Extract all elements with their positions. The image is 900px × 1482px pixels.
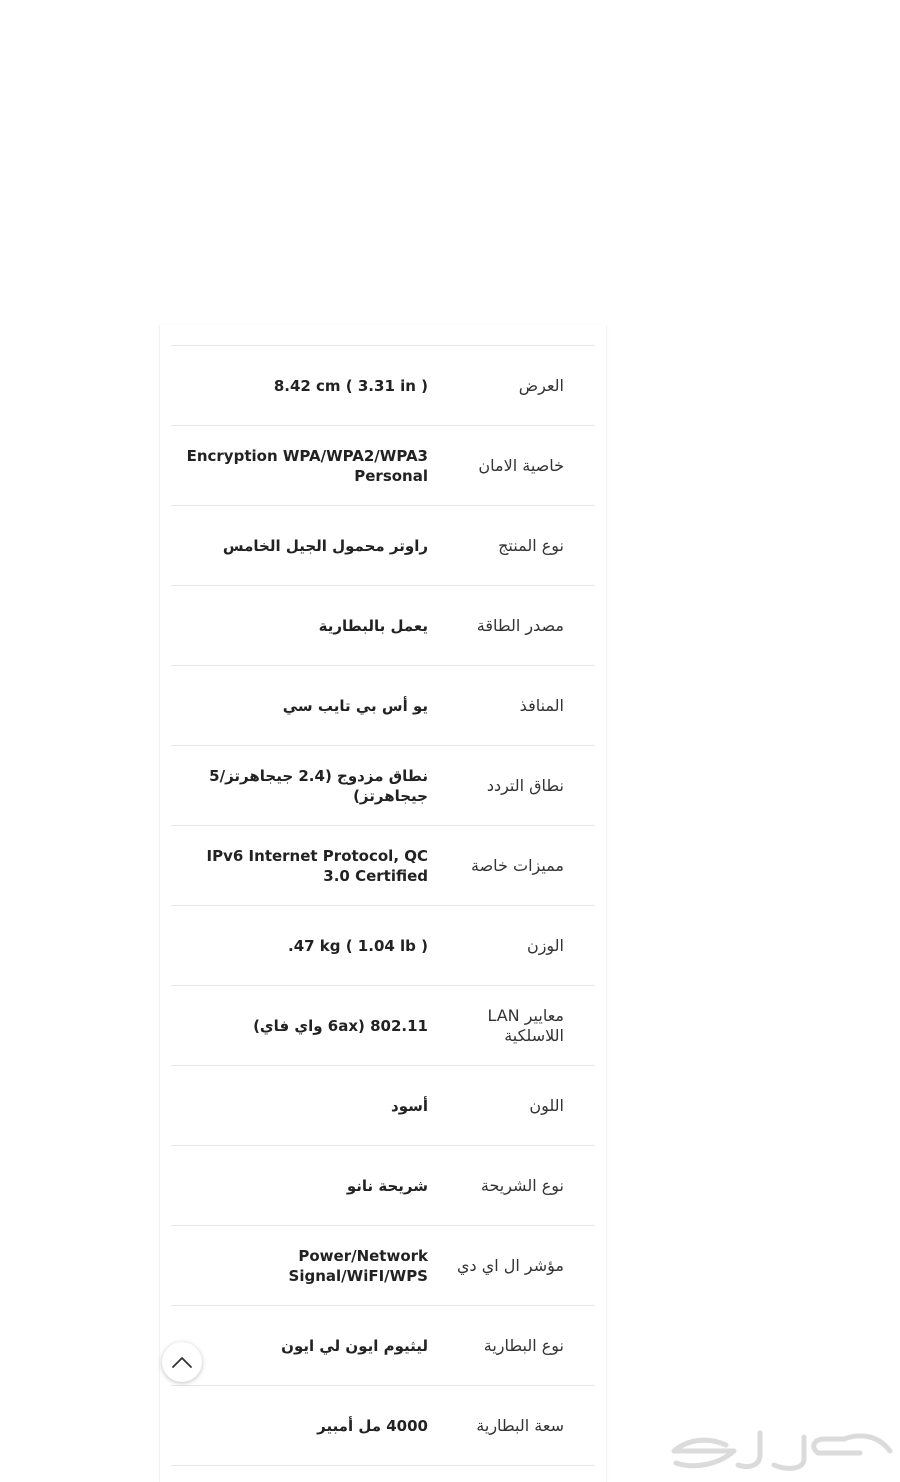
- spec-label: العرض: [518, 376, 564, 395]
- spec-label: معايير LAN اللاسلكية: [487, 1006, 564, 1045]
- spec-label: المنافذ: [519, 696, 564, 715]
- spec-value: راوتر محمول الجيل الخامس: [222, 537, 428, 555]
- spec-label: نطاق التردد: [486, 776, 564, 795]
- spec-label: اللون: [529, 1096, 564, 1115]
- spec-label: نوع المنتج: [498, 536, 564, 555]
- spec-row-ports: [171, 666, 594, 746]
- spec-row-special-features: [171, 826, 594, 906]
- spec-value: 802.11 (6ax واي فاي): [253, 1017, 428, 1035]
- spec-value: يو أس بي تايب سي: [282, 697, 428, 715]
- spec-row-led-indicator: [171, 1226, 594, 1306]
- spec-value: 4000 مل أمبير: [317, 1417, 428, 1435]
- spec-value: يعمل بالبطارية: [318, 617, 428, 635]
- spec-label: مؤشر ال اي دي: [456, 1256, 564, 1275]
- chevron-up-icon: [171, 1355, 193, 1369]
- spec-row-product-type: [171, 506, 594, 586]
- spec-value: 8.42 cm ( 3.31 in ): [273, 377, 428, 395]
- spec-row-power-source: [171, 586, 594, 666]
- spec-label: مميزات خاصة: [471, 856, 564, 875]
- spec-row-weight: [171, 906, 594, 986]
- spec-value: نطاق مزدوج (2.4 جيجاهرتز/5 جيجاهرتز): [209, 767, 428, 805]
- spec-label: نوع الشريحة: [480, 1176, 564, 1195]
- spec-label: نوع البطارية: [483, 1336, 564, 1355]
- spec-label: مصدر الطاقة: [476, 616, 564, 635]
- specs-card: [159, 325, 607, 1482]
- spec-row-wireless-lan: [171, 986, 594, 1066]
- spec-row-sim-type: [171, 1146, 594, 1226]
- spec-value: Power/Network Signal/WiFI/WPS: [288, 1247, 428, 1285]
- spec-value: Encryption WPA/WPA2/WPA3 Personal: [186, 447, 428, 485]
- spec-value: أسود: [391, 1097, 428, 1115]
- spec-label: خاصية الامان: [478, 456, 564, 475]
- spec-row-frequency-band: [171, 746, 594, 826]
- spec-label: الوزن: [526, 936, 564, 955]
- specs-table: [171, 345, 594, 1466]
- spec-row-battery-capacity: [171, 1386, 594, 1466]
- spec-value: .47 kg ( 1.04 lb ): [288, 937, 428, 955]
- spec-label: سعة البطارية: [476, 1416, 564, 1435]
- spec-value: ليثيوم ايون لي ايون: [281, 1337, 428, 1355]
- spec-row-color: [171, 1066, 594, 1146]
- spec-value: IPv6 Internet Protocol, QC 3.0 Certified: [206, 847, 428, 885]
- spec-value: شريحة نانو: [346, 1177, 428, 1195]
- haraj-watermark-logo: [664, 1425, 894, 1475]
- spec-row-battery-type: [171, 1306, 594, 1386]
- scroll-to-top-button[interactable]: [162, 1342, 202, 1382]
- spec-row-security: [171, 426, 594, 506]
- spec-row-width: [171, 346, 594, 426]
